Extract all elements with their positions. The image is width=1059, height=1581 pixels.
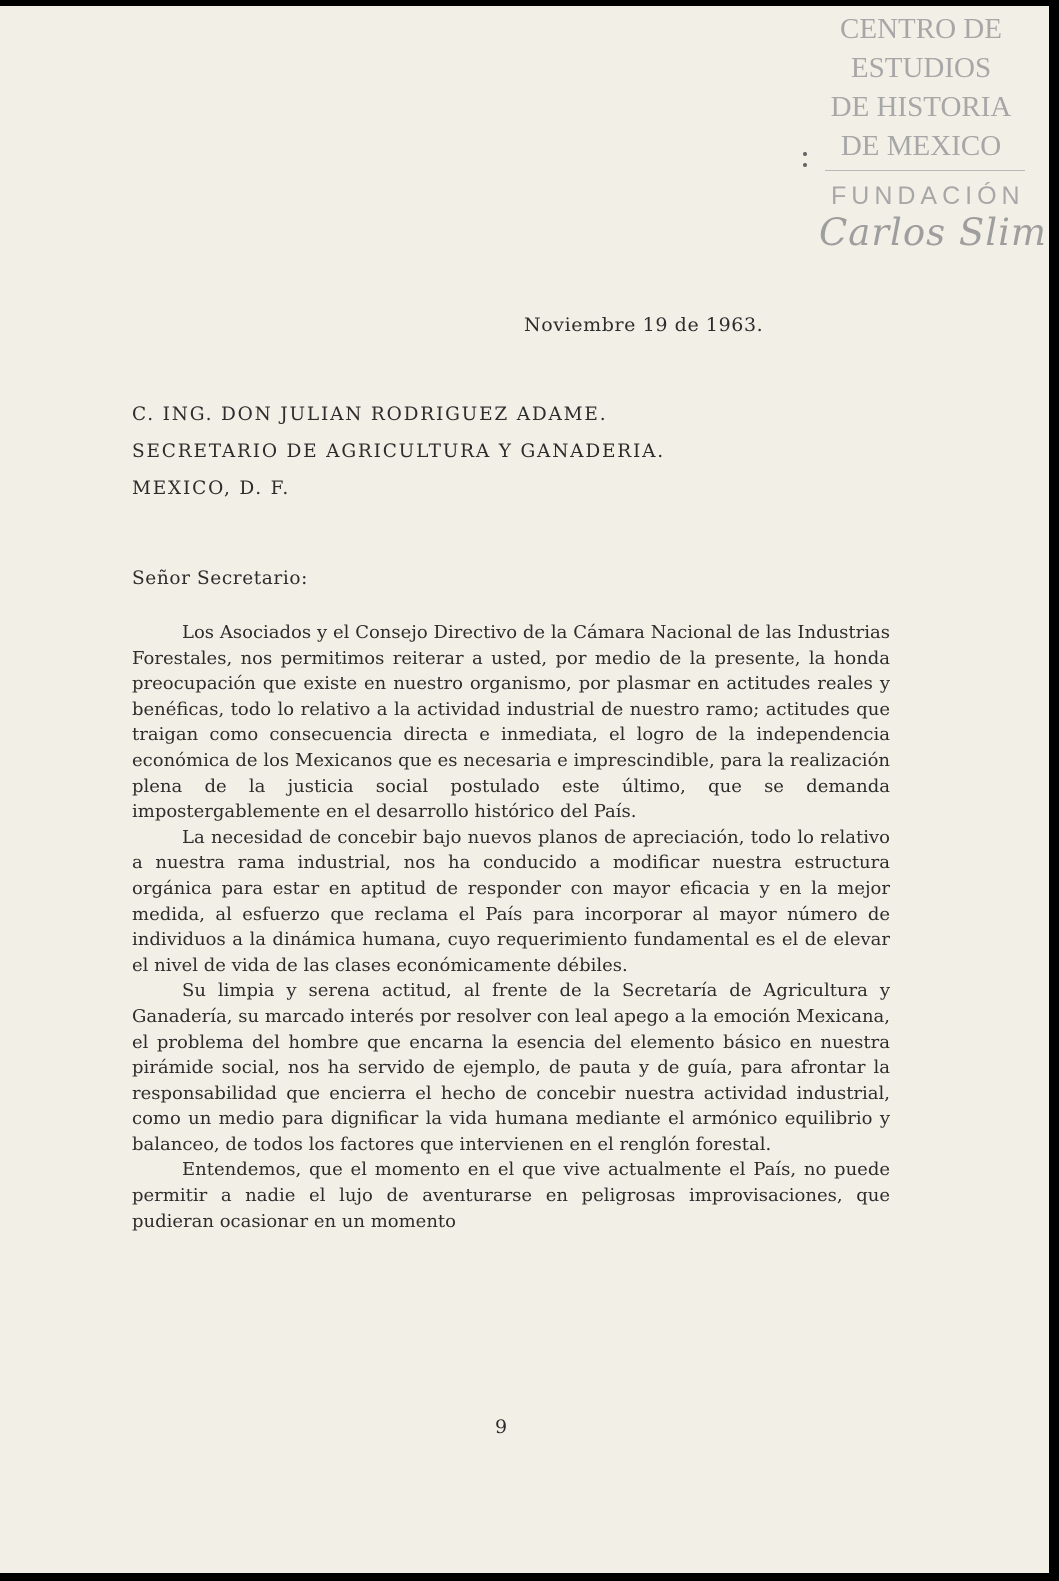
body-paragraph: Los Asociados y el Consejo Directivo de la Cámara Nacional de las Industrias Forestales, nos permitimos reiterar a usted, por medio de la presente, la honda preocupación que existe en nuestro organismo, por plasmar en actitudes reales y benéficas, todo lo relativo a la actividad industrial de nuestro ramo; actitudes que traigan como consecuencia directa e inmediata, el logro de la independencia económica de los Mexicanos que es necesaria e imprescindible, para la realización plena de la justicia social postulado este último, que se demanda impostergablemente en el desarrollo histórico del País. <box>132 622 890 823</box>
letter-date: Noviembre 19 de 1963. <box>524 314 764 336</box>
body-paragraph: Su limpia y serena actitud, al frente de la Secretaría de Agricultura y Ganadería, su marcado interés por resolver con leal apego a la emoción Mexicana, el problema del hombre que encarna la esencia del elemento básico en nuestra pirámide social, nos ha servido de ejemplo, de pauta y de guía, para afrontar la responsabilidad que encierra el hecho de concebir nuestra actividad industrial, como un medio para dignificar la vida humana mediante el armónico equilibrio y balanceo, de todos los factores que intervienen en el renglón forestal. <box>132 980 890 1155</box>
archive-watermark <box>811 10 1048 255</box>
addressee-line: C. ING. DON JULIAN RODRIGUEZ ADAME. <box>132 404 608 425</box>
dot-mark <box>803 163 807 167</box>
letter-body <box>132 620 890 1234</box>
letter-addressee <box>132 396 665 507</box>
watermark-foundation: FUNDACIÓN <box>831 182 1025 210</box>
page-number: 9 <box>495 1416 508 1438</box>
addressee-line: SECRETARIO DE AGRICULTURA Y GANADERIA. <box>132 441 665 462</box>
watermark-line: ESTUDIOS <box>850 52 992 84</box>
watermark-signature: Carlos Slim <box>819 211 1048 254</box>
body-paragraph: La necesidad de concebir bajo nuevos planos de apreciación, todo lo relativo a nuestra rama industrial, nos ha conducido a modificar nuestra estructura orgánica para estar en aptitud de responder con mayor eficacia y en la mejor medida, al esfuerzo que reclama el País para incorporar al mayor número de individuos a la dinámica humana, cuyo requerimiento fundamental es el de elevar el nivel de vida de las clases económicamente débiles. <box>132 826 890 976</box>
margin-marks <box>803 152 807 174</box>
letter-salutation: Señor Secretario: <box>132 568 308 589</box>
watermark-line: DE HISTORIA <box>830 91 1012 123</box>
dot-mark <box>803 152 807 156</box>
watermark-line: CENTRO DE <box>840 13 1002 45</box>
body-paragraph: Entendemos, que el momento en el que vive actualmente el País, no puede permitir a nadie el lujo de aventurarse en peligrosas improvisaciones, que pudieran ocasionar en un momento <box>132 1159 890 1232</box>
watermark-divider <box>825 170 1025 171</box>
addressee-line: MEXICO, D. F. <box>132 478 291 499</box>
document-page <box>0 6 1049 1573</box>
watermark-line: DE MEXICO <box>840 130 1002 162</box>
